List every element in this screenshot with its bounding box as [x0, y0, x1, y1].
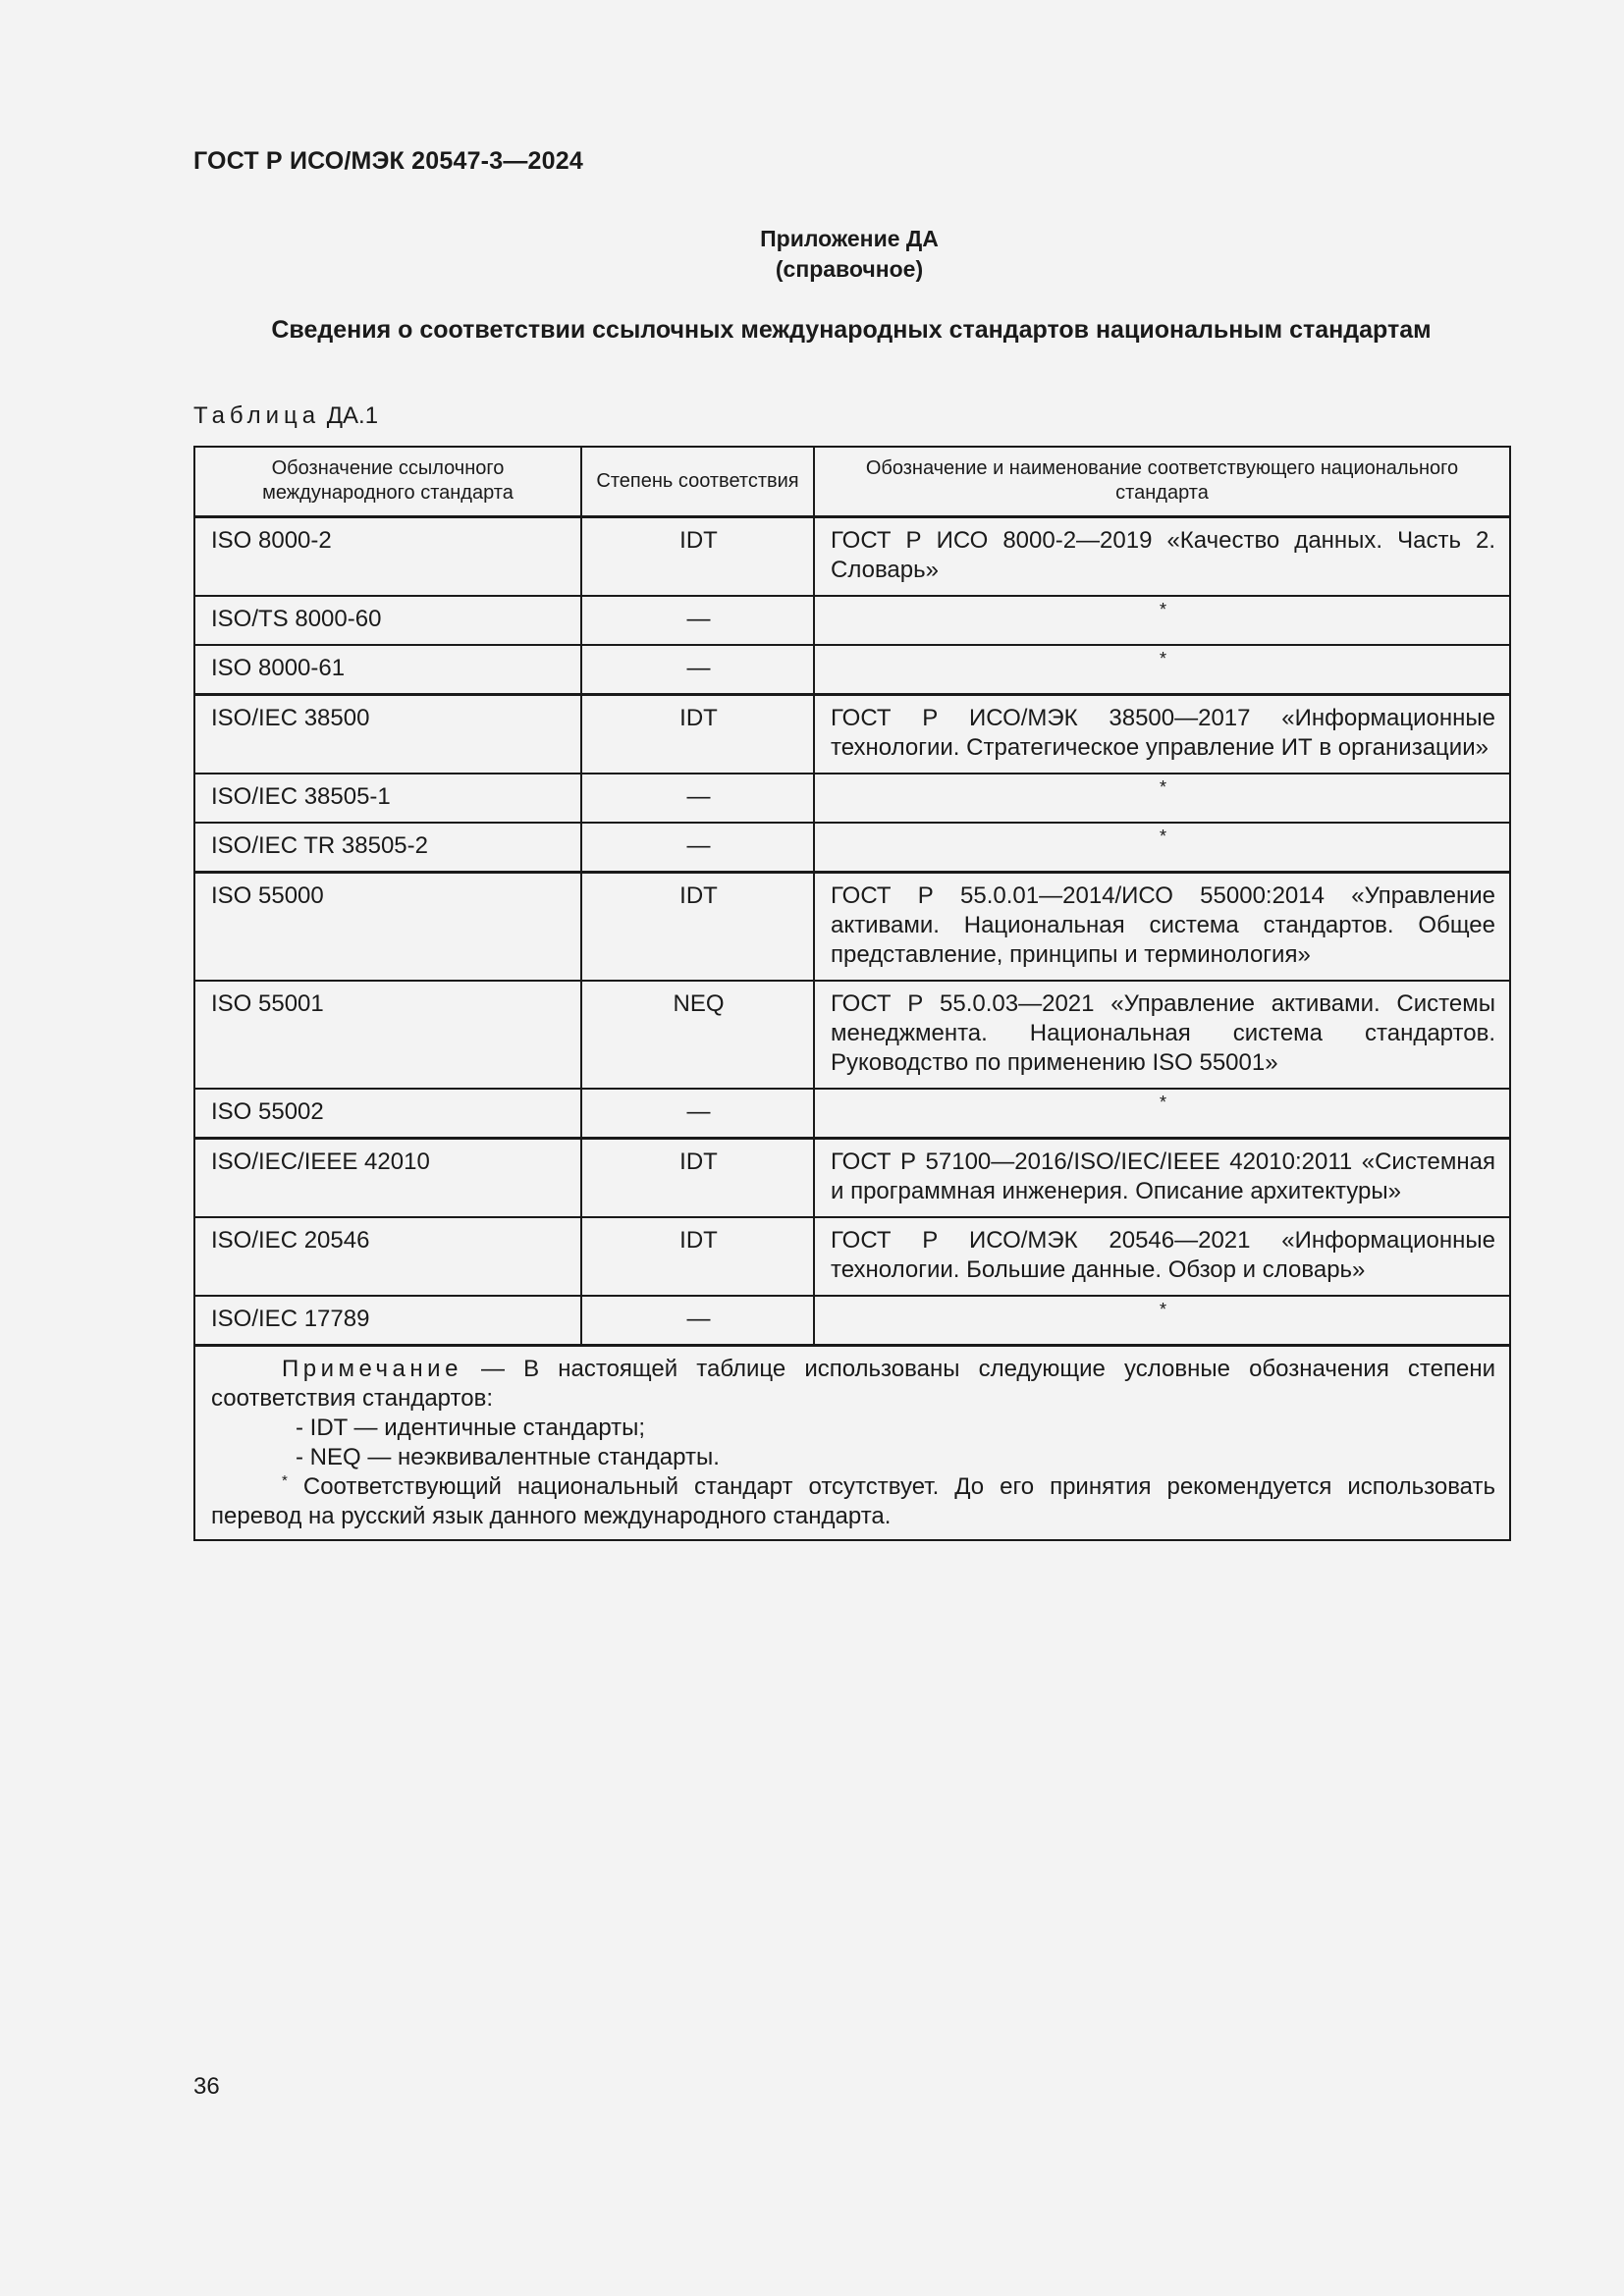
note-star-paragraph [211, 1472, 1495, 1531]
cell-degree: — [581, 1296, 814, 1346]
note-label: Примечание [282, 1356, 462, 1382]
cell-national: * [814, 645, 1510, 695]
cell-national: * [814, 1089, 1510, 1139]
cell-national: ГОСТ Р 55.0.01—2014/ИСО 55000:2014 «Управление активами. Национальная система стандартов. Общее представление, принципы и терминология» [814, 873, 1510, 982]
column-header-degree: Степень соответствия [581, 447, 814, 517]
cell-degree: IDT [581, 1217, 814, 1296]
cell-national: * [814, 1296, 1510, 1346]
column-header-national: Обозначение и наименование соответствующего национального стандарта [814, 447, 1510, 517]
cell-degree: NEQ [581, 981, 814, 1089]
table-row [194, 823, 1510, 873]
cell-degree: IDT [581, 873, 814, 982]
table-note-row [194, 1346, 1510, 1541]
cell-national: ГОСТ Р 57100—2016/ISO/IEC/IEEE 42010:2011 «Системная и программная инженерия. Описание архитектуры» [814, 1139, 1510, 1218]
table-header-row [194, 447, 1510, 517]
cell-reference: ISO 8000-61 [194, 645, 581, 695]
cell-degree: — [581, 823, 814, 873]
table-note [194, 1346, 1510, 1541]
cell-reference: ISO/IEC 38505-1 [194, 774, 581, 823]
cell-degree: IDT [581, 695, 814, 774]
document-code-header: ГОСТ Р ИСО/МЭК 20547-3—2024 [193, 147, 583, 175]
note-star-symbol: * [282, 1472, 288, 1489]
cell-national: ГОСТ Р ИСО/МЭК 38500—2017 «Информационные технологии. Стратегическое управление ИТ в организации» [814, 695, 1510, 774]
note-item-idt: - IDT — идентичные стандарты; [296, 1415, 646, 1441]
table-row [194, 981, 1510, 1089]
note-text: В настоящей таблице использованы следующие условные обозначения степени соответствия стандартов: [211, 1356, 1496, 1412]
cell-degree: IDT [581, 1139, 814, 1218]
table-caption-number: ДА.1 [326, 402, 379, 429]
table-row [194, 695, 1510, 774]
table-row [194, 645, 1510, 695]
cell-reference: ISO/TS 8000-60 [194, 596, 581, 645]
cell-national: ГОСТ Р ИСО 8000-2—2019 «Качество данных. Часть 2. Словарь» [814, 517, 1510, 597]
cell-degree: — [581, 645, 814, 695]
cell-reference: ISO/IEC 20546 [194, 1217, 581, 1296]
cell-reference: ISO/IEC 38500 [194, 695, 581, 774]
table-row [194, 1089, 1510, 1139]
annex-title: Приложение ДА [760, 226, 939, 251]
cell-degree: — [581, 596, 814, 645]
cell-degree: — [581, 774, 814, 823]
table-row [194, 1217, 1510, 1296]
table-row [194, 873, 1510, 982]
cell-reference: ISO/IEC 17789 [194, 1296, 581, 1346]
cell-national: * [814, 596, 1510, 645]
cell-national: * [814, 823, 1510, 873]
note-star-text: Соответствующий национальный стандарт отсутствует. До его принятия рекомендуется использовать перевод на русский язык данного международного стандарта. [211, 1473, 1496, 1529]
note-dash: — [481, 1356, 506, 1382]
correspondence-table [193, 446, 1511, 1541]
page-number: 36 [193, 2073, 220, 2100]
cell-reference: ISO 55001 [194, 981, 581, 1089]
note-item-neq: - NEQ — неэквивалентные стандарты. [296, 1444, 720, 1470]
table-row [194, 517, 1510, 597]
table-row [194, 774, 1510, 823]
table-row [194, 1139, 1510, 1218]
cell-national: ГОСТ Р 55.0.03—2021 «Управление активами. Системы менеджмента. Национальная система стандартов. Руководство по применению ISO 55001» [814, 981, 1510, 1089]
note-paragraph [211, 1355, 1495, 1414]
annex-status: (справочное) [775, 256, 924, 282]
cell-national: ГОСТ Р ИСО/МЭК 20546—2021 «Информационные технологии. Большие данные. Обзор и словарь» [814, 1217, 1510, 1296]
cell-reference: ISO 8000-2 [194, 517, 581, 597]
table-caption [193, 402, 378, 430]
table-row [194, 1296, 1510, 1346]
cell-reference: ISO 55002 [194, 1089, 581, 1139]
table-caption-word: Таблица [193, 402, 321, 429]
cell-reference: ISO/IEC/IEEE 42010 [194, 1139, 581, 1218]
cell-reference: ISO 55000 [194, 873, 581, 982]
cell-national: * [814, 774, 1510, 823]
table-row [194, 596, 1510, 645]
annex-block [0, 224, 1624, 285]
cell-reference: ISO/IEC TR 38505-2 [194, 823, 581, 873]
annex-heading: Сведения о соответствии ссылочных международных стандартов национальным стандартам [271, 316, 1432, 344]
cell-degree: IDT [581, 517, 814, 597]
cell-degree: — [581, 1089, 814, 1139]
column-header-reference: Обозначение ссылочного международного стандарта [194, 447, 581, 517]
